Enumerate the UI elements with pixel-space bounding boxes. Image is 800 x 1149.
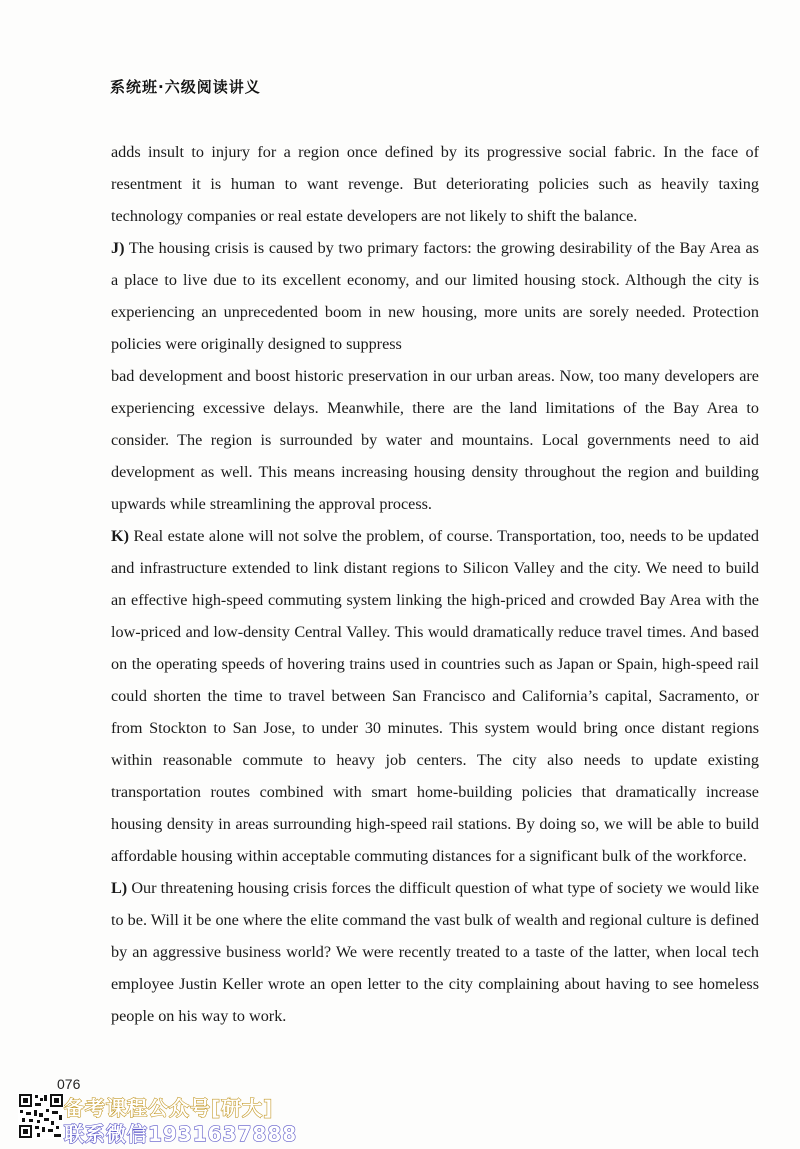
paragraph-text: Our threatening housing crisis forces the difficult question of what type of society we would like to be. Will it be one where the elite command the vast bulk of wealth and regional culture is defined by an aggressive business world? We were recently treated to a taste of the latter, when local tech employee Justin Keller wrote an open letter to the city complaining about having to see homeless people on his way to work. [111,879,759,1025]
body-text [111,136,759,1032]
paragraph-j [111,232,759,360]
qr-code-icon [18,1093,64,1139]
watermark-line-1: 备考课程公众号[研大] [64,1096,274,1120]
paragraph-text: The housing crisis is caused by two primary factors: the growing desirability of the Bay Area as a place to live due to its excellent economy, and our limited housing stock. Although the city is experiencing an unprecedented boom in new housing, more units are sorely needed. Protection policies were originally designed to suppress [111,239,759,353]
running-header: 系统班·六级阅读讲义 [110,78,261,96]
paragraph-text: bad development and boost historic preservation in our urban areas. Now, too many developers are experiencing excessive delays. Meanwhile, there are the land limitations of the Bay Area to consider. The region is surrounded by water and mountains. Local governments need to aid development as well. This means increasing housing density throughout the region and building upwards while streamlining the approval process. [111,367,759,513]
watermark-line-2: 联系微信1931637888 [64,1122,298,1146]
paragraph-l [111,872,759,1032]
paragraph-text: Real estate alone will not solve the problem, of course. Transportation, too, needs to be updated and infrastructure extended to link distant regions to Silicon Valley and the city. We need to build an effective high-speed commuting system linking the high-priced and crowded Bay Area with the low-priced and low-density Central Valley. This would dramatically reduce travel times. And based on the operating speeds of hovering trains used in countries such as Japan or Spain, high-speed rail could shorten the time to travel between San Francisco and California’s capital, Sacramento, or from Stockton to San Jose, to under 30 minutes. This system would bring once distant regions within reasonable commute to heavy job centers. The city also needs to update existing transportation routes combined with smart home-building policies that dramatically increase housing density in areas surrounding high-speed rail stations. By doing so, we will be able to build affordable housing within acceptable commuting distances for a significant bulk of the workforce. [111,527,759,865]
paragraph-text: adds insult to injury for a region once defined by its progressive social fabric. In the face of resentment it is human to want revenge. But deteriorating policies such as heavily taxing technology companies or real estate developers are not likely to shift the balance. [111,143,759,225]
paragraph-label: L) [111,879,128,897]
paragraph-k [111,520,759,872]
paragraph-label: J) [111,239,125,257]
paragraph-label: K) [111,527,129,545]
page-number: 076 [57,1076,81,1092]
paragraph-j-continued [111,360,759,520]
paragraph-continued [111,136,759,232]
